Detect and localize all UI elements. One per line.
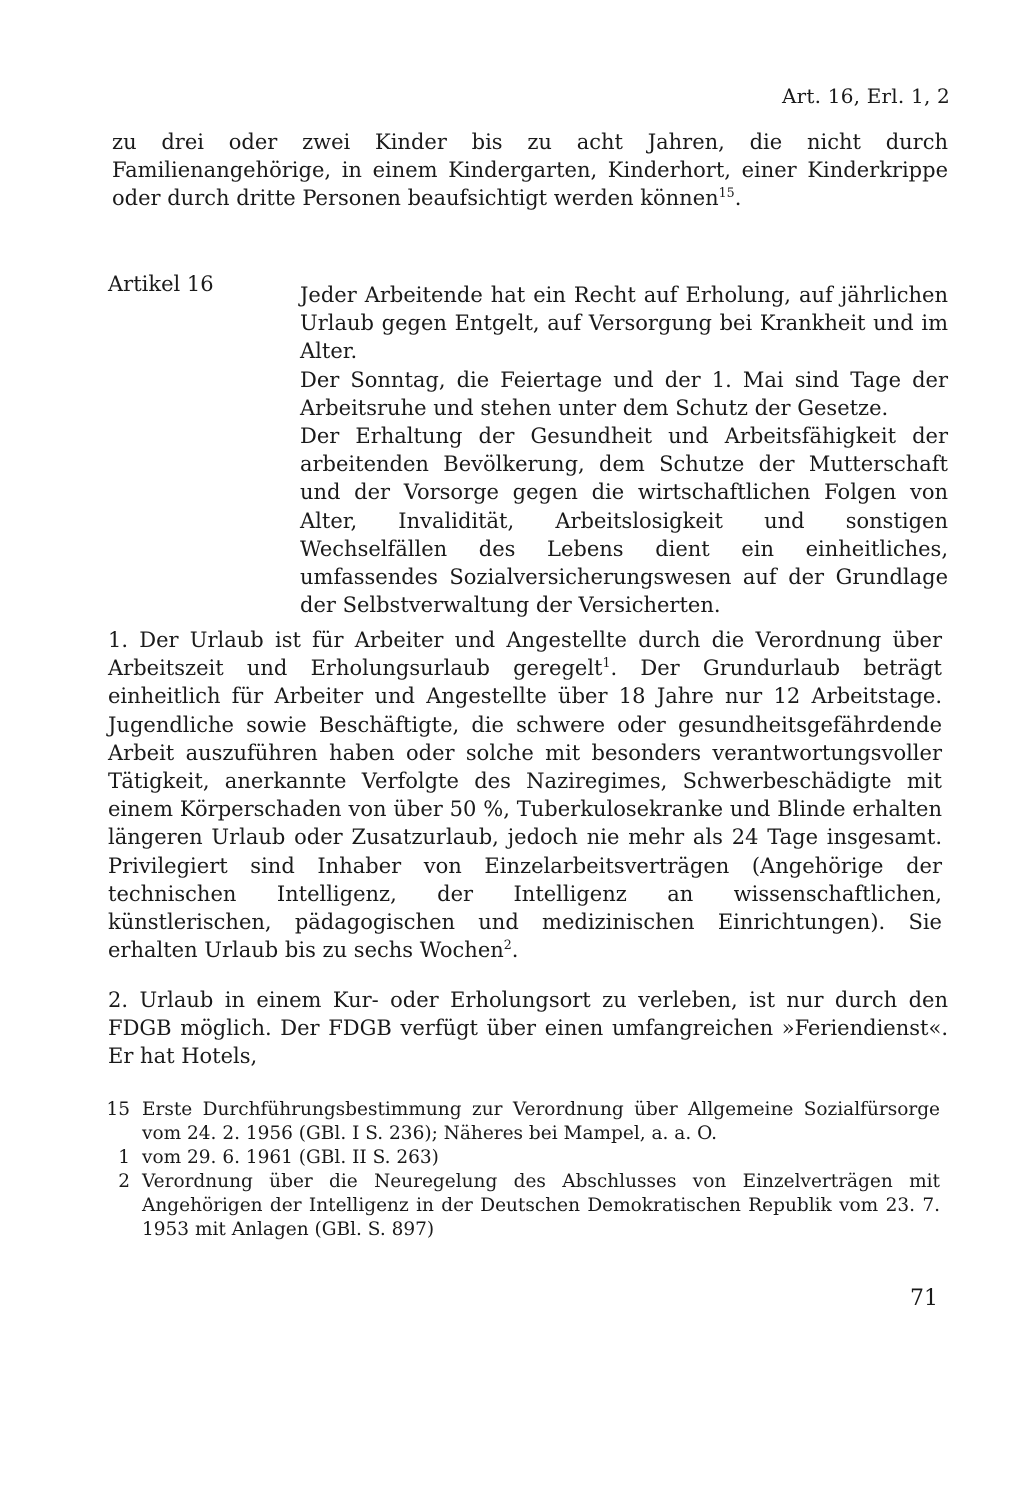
footnotes <box>104 1098 940 1242</box>
article-body <box>300 281 948 619</box>
article-paragraph-1: Jeder Arbeitende hat ein Recht auf Erholung, auf jährlichen Urlaub gegen Entgelt, auf Versorgung bei Krankheit und im Alter. <box>300 283 948 364</box>
footnote <box>104 1098 940 1146</box>
footnote-number: 2 <box>118 1171 130 1192</box>
section1-text-a: 1. Der Urlaub ist für Arbeiter und Angestellte durch die Verordnung über Arbeitszeit und Erholungsurlaub geregelt <box>108 628 942 681</box>
section1-end: . <box>511 938 519 963</box>
footnote <box>104 1146 940 1170</box>
commentary-section-1 <box>108 626 942 964</box>
intro-paragraph <box>112 128 948 213</box>
footnote-text: vom 29. 6. 1961 (GBl. II S. 263) <box>142 1147 439 1168</box>
footnote <box>104 1170 940 1242</box>
footnote-text: Erste Durchführungsbestimmung zur Verordnung über Allgemeine Sozialfürsorge vom 24. 2. 1956 (GBl. I S. 236); Näheres bei Mampel, a. a. O. <box>142 1099 940 1144</box>
footnote-ref-1: 1 <box>602 655 611 671</box>
page-number: 71 <box>910 1286 938 1311</box>
footnote-text: Verordnung über die Neuregelung des Abschlusses von Einzelverträgen mit Angehörigen der Intelligenz in der Deutschen Demokratischen Republik vom 23. 7. 1953 mit Anlagen (GBl. S. 897) <box>142 1171 940 1240</box>
article-paragraph-3: Der Erhaltung der Gesundheit und Arbeitsfähigkeit der arbeitenden Bevölkerung, dem Schutze der Mutterschaft und der Vorsorge gegen die wirtschaftlichen Folgen von Alter, Invalidität, Arbeitslosigkeit und sonstigen Wechselfällen des Lebens dient ein einheitliches, umfassendes Sozialversicherungswesen auf der Grundlage der Selbstverwaltung der Versicherten. <box>300 424 948 618</box>
footnote-number: 15 <box>106 1099 130 1120</box>
article-paragraph-2: Der Sonntag, die Feiertage und der 1. Mai sind Tage der Arbeitsruhe und stehen unter dem Schutz der Gesetze. <box>300 367 948 420</box>
intro-end: . <box>734 186 742 211</box>
article-label: Artikel 16 <box>108 272 214 296</box>
section1-text-b: . Der Grundurlaub beträgt einheitlich für Arbeiter und Angestellte über 18 Jahre nur 12 Arbeitstage. Jugendliche sowie Beschäftigte, die schwere oder gesundheitsgefährdende Arbeit auszuführen haben oder solche mit besonders verantwortungsvoller Tätigkeit, anerkannte Verfolgte des Naziregimes, Schwerbeschädigte mit einem Körperschaden von über 50 %, Tuberkulosekranke und Blinde erhalten längeren Urlaub oder Zusatzurlaub, jedoch nie mehr als 24 Tage insgesamt. Privilegiert sind Inhaber von Einzelarbeitsverträgen (Angehörige der technischen Intelligenz, der Intelligenz an wissenschaftlichen, künstlerischen, pädagogischen und medizinischen Einrichtungen). Sie erhalten Urlaub bis zu sechs Wochen <box>108 656 942 963</box>
footnote-ref-15: 15 <box>718 185 735 201</box>
footnote-number: 1 <box>118 1147 130 1168</box>
running-head: Art. 16, Erl. 1, 2 <box>782 84 950 108</box>
commentary-section-2: 2. Urlaub in einem Kur- oder Erholungsort zu verleben, ist nur durch den FDGB möglich. Der FDGB verfügt über einen umfangreichen »Feriendienst«. Er hat Hotels, <box>108 988 948 1069</box>
intro-text: zu drei oder zwei Kinder bis zu acht Jahren, die nicht durch Familienangehörige, in einem Kindergarten, Kinderhort, einer Kinderkrippe oder durch dritte Personen beaufsichtigt werden können <box>112 130 948 211</box>
footnote-ref-2: 2 <box>503 937 512 953</box>
